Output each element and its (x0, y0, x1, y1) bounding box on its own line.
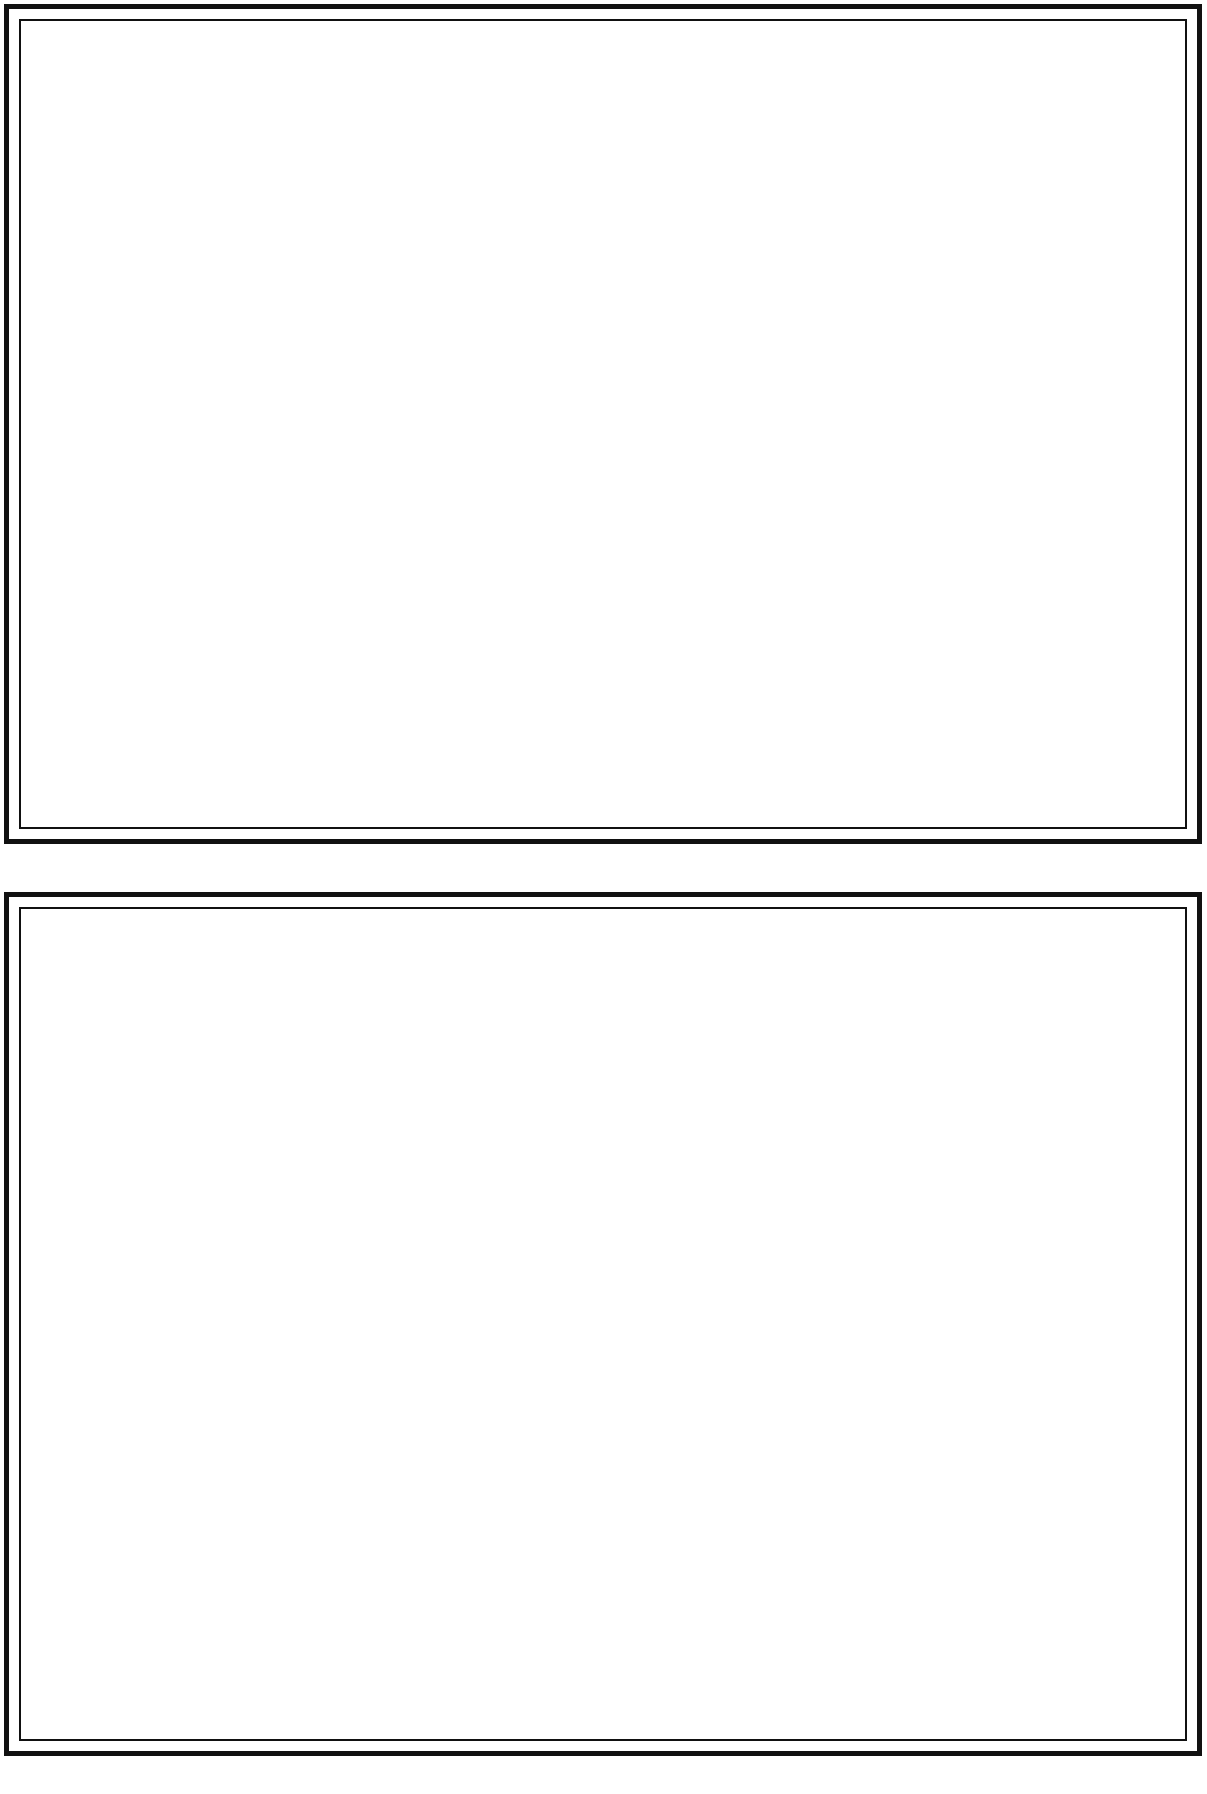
text-frame (19, 19, 1187, 829)
page-top (4, 4, 1202, 844)
text-frame (19, 907, 1187, 1741)
page-bottom (4, 892, 1202, 1756)
